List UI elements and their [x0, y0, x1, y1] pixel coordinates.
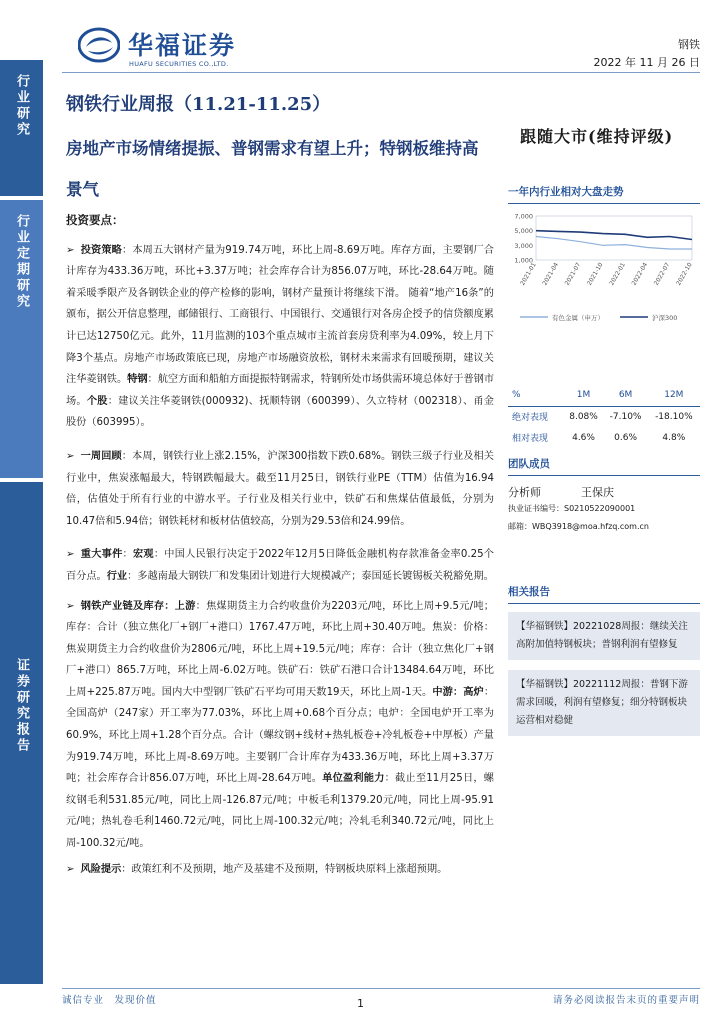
analyst-license: 执业证书编号：S0210522090001	[508, 504, 636, 513]
sidebar-label: 证券研究报告	[14, 658, 29, 754]
para-text: ：航空方面和船舶方面提振特钢需求，特钢所处市场供需环境总体好于普钢市场。	[66, 374, 495, 407]
para-text: ：本周五大钢材产量为919.74万吨，环比上周-8.69万吨。库存方面，主要钢厂合计库存为433.36万吨，环比+3.37万吨；社会库存合计为856.07万吨，环比-28.64万吨。随着采暖季限产及各钢铁企业的停产检修的影响，钢材产量预计将继续下滑。 随着“地产16条”的颁布，据公开信息整理，邮储银行、工商银行、中国银行、交通银行对各房企授予的信贷额度累计已达12750亿元。此外，11月监测的103个重点城市主流首套房贷利率为4.09%，较上月下降3个基点。房地产市场政策底已现，房地产市场融资放松，钢材未来需求有回暖预期，建议关注华菱钢铁。	[66, 244, 494, 386]
cell: 4.6%	[572, 432, 595, 443]
report-category: 钢铁	[678, 38, 700, 51]
para-text: ：截止至11月25日，螺纹钢毛利531.85元/吨，同比上周-126.87元/吨；中板毛利1379.20元/吨，同比上周-95.91元/吨；热轧卷毛利1460.72元/吨，同比上周-100.32元/吨；冷轧毛利340.72元/吨，同比上周-100.32元/吨。	[66, 773, 494, 850]
x-tick-label: 2022-04	[630, 261, 650, 287]
para-text: ：政策红利不及预期，地产及基建不及预期，特钢板块原料上涨超预期。	[121, 863, 448, 875]
trend-chart-section	[508, 184, 700, 326]
x-tick-label: 2021-04	[541, 261, 561, 287]
x-tick-label: 2021-10	[585, 261, 605, 287]
huafu-logo-icon	[78, 27, 120, 63]
summary-paragraph	[66, 859, 494, 881]
summary-heading: 投资要点：	[66, 213, 124, 227]
series-line-sector	[536, 237, 692, 250]
summary-paragraph	[66, 544, 494, 587]
sidebar-band-periodic	[0, 200, 43, 478]
para-label: 中游：高炉	[432, 686, 484, 698]
para-text: ：中国人民银行决定于2022年12月5日降低金融机构存款准备金率0.25个百分点。	[66, 549, 494, 582]
para-text: ：多越南最大钢铁厂和发集团计划进行大规模减产；泰国延长镀锡板关税豁免期。	[127, 570, 494, 582]
para-label: 单位盈利能力	[322, 773, 385, 785]
para-text: ：全国高炉（247家）开工率为77.03%，环比上周+0.68个百分点；电炉：全国电炉开工率为60.9%，环比上周+1.28个百分点。合计（螺纹钢+线材+热轧板卷+冷轧板卷+中厚板）产量为919.74万吨，环比上周-8.69万吨。主要钢厂合计库存为433.36万吨，环比上周+3.37万吨；社会库存合计856.07万吨，环比上周-28.64万吨。	[66, 686, 494, 785]
plot-frame	[536, 216, 692, 260]
para-label: 行业	[106, 570, 128, 582]
trend-chart	[508, 210, 700, 326]
related-report-item[interactable]: 【华福钢铁】20221028周报：继续关注高附加值特钢板块；普钢利润有望修复	[508, 612, 700, 660]
report-title: 钢铁行业周报（11.21-11.25）	[66, 94, 331, 115]
x-tick-label: 2021-01	[519, 261, 538, 287]
sidebar-label: 行业定期研究	[14, 214, 29, 310]
para-label: 宏观	[132, 549, 154, 561]
related-heading: 相关报告	[508, 584, 700, 604]
brand-name-en: HUAFU SECURITIES CO.,LTD.	[129, 60, 229, 68]
bullet-icon: ➢	[66, 450, 75, 462]
header-divider	[62, 72, 700, 73]
footer-disclaimer: 请务必阅读报告末页的重要声明	[552, 995, 700, 1006]
column-header: %	[508, 384, 564, 406]
column-header: 1M	[564, 384, 604, 406]
performance-table	[508, 384, 700, 448]
team-section	[508, 456, 700, 536]
y-tick-label: 7,000	[514, 212, 533, 221]
table-row	[508, 427, 700, 448]
brand-name: 华福证券	[128, 31, 237, 60]
performance-section	[508, 384, 700, 448]
trend-chart-heading: 一年内行业相对大盘走势	[508, 184, 700, 204]
row-label: 绝对表现	[512, 413, 549, 424]
analyst-name: 王保庆	[581, 486, 614, 499]
analyst-email[interactable]: 邮箱：WBQ3918@moa.hfzq.com.cn	[508, 522, 649, 531]
x-tick-label: 2022-01	[608, 261, 627, 287]
related-report-item[interactable]: 【华福钢铁】20221112周报：普钢下游需求回暖，利润有望修复；细分特钢板块运营相对稳健	[508, 670, 700, 736]
sidebar-band-industry	[0, 60, 43, 196]
cell: 0.6%	[614, 432, 637, 443]
para-text: ：焦煤期货主力合约收盘价为2203元/吨，环比上周+9.5元/吨；库存：合计（独立焦化厂+钢厂+港口）1767.47万吨，环比上周+30.40万吨。焦炭：价格：焦炭期货主力合约收盘价为2806元/吨，环比上周+19.5元/吨；库存：合计（独立焦化厂+钢厂+港口）865.7万吨，环比上周-6.02万吨。铁矿石：铁矿石港口合计13484.64万吨，环比上周+225.87万吨。国内大中型钢厂铁矿石平均可用天数19天，环比上周-1天。	[66, 600, 494, 698]
series-line-index	[536, 231, 692, 240]
analyst-row	[508, 484, 700, 500]
cell: -18.10%	[655, 411, 693, 422]
bullet-icon: ➢	[66, 600, 75, 612]
related-section	[508, 584, 700, 736]
row-label: 相对表现	[512, 434, 549, 444]
bullet-icon: ➢	[66, 549, 75, 561]
table-row	[508, 406, 700, 427]
y-tick-label: 3,000	[514, 241, 533, 250]
footer-divider	[62, 988, 700, 989]
summary-paragraph	[66, 240, 494, 434]
x-tick-label: 2022-10	[675, 261, 694, 287]
x-tick-label: 2021-07	[563, 261, 583, 287]
report-headline: 房地产市场情绪提振、普钢需求有望上升；特钢板维持高景气	[66, 139, 479, 199]
footer-slogan: 诚信专业 发现价值	[62, 995, 157, 1006]
cell: 8.08%	[569, 411, 598, 422]
para-label: 投资策略	[80, 244, 122, 256]
column-header: 6M	[603, 384, 647, 406]
team-heading: 团队成员	[508, 456, 700, 476]
sidebar-label: 行业研究	[14, 74, 29, 138]
table-header-row	[508, 384, 700, 406]
rating: 跟随大市(维持评级)	[520, 127, 674, 146]
bullet-icon: ➢	[66, 863, 75, 875]
para-text: ：本周，钢铁行业上涨2.15%，沪深300指数下跌0.68%。钢铁三级子行业及相关行业中，焦炭涨幅最大，特钢跌幅最大。截至11月25日，钢铁行业PE（TTM）估值为16.94倍，估值处于所有行业的中游水平。子行业及相关行业中，铁矿石和焦煤估值最低，分别为10.47倍和5.94倍；钢铁耗材和板材估值较高，分别为29.53倍和24.99倍。	[66, 450, 494, 527]
y-tick-label: 1,000	[514, 256, 533, 265]
report-date: 2022 年 11 月 26 日	[593, 56, 700, 69]
para-label: 钢铁产业链及库存：上游	[80, 600, 196, 612]
para-label: 重大事件	[80, 549, 123, 561]
para-text: ：建议关注华菱钢铁(000932)、抚顺特钢（600399）、久立特材（002318）、甬金股份（603995）。	[66, 395, 494, 429]
x-tick-label: 2022-07	[652, 261, 672, 287]
summary-paragraph	[66, 596, 494, 855]
y-tick-label: 5,000	[514, 227, 533, 236]
para-label: 个股	[86, 395, 108, 407]
legend-label-sector: 有色金属（申万）	[552, 314, 604, 322]
para-label: 风险提示	[80, 863, 122, 875]
cell: 4.8%	[662, 432, 686, 443]
para-label: 特钢	[127, 374, 148, 386]
column-header: 12M	[648, 384, 700, 406]
para-label: 一周回顾	[80, 450, 122, 462]
investment-summary	[66, 210, 494, 880]
page-number: 1	[357, 997, 364, 1010]
legend-label-index: 沪深300	[652, 314, 678, 322]
summary-paragraph	[66, 446, 494, 532]
analyst-role: 分析师	[508, 486, 541, 499]
sidebar-band-report	[0, 482, 43, 984]
bullet-icon: ➢	[66, 244, 75, 256]
cell: -7.10%	[609, 411, 642, 422]
para-text: ：	[122, 549, 133, 561]
